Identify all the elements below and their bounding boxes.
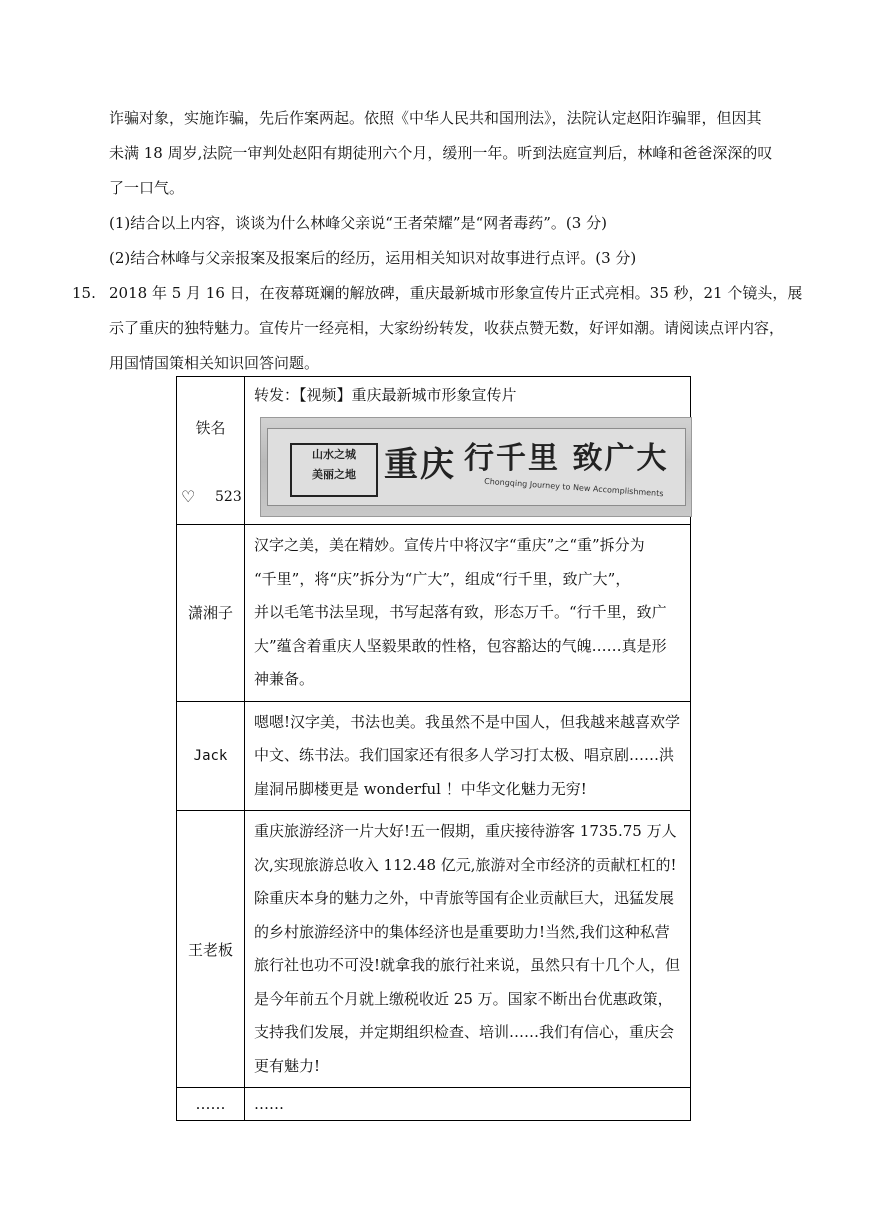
question-line: 示了重庆的独特魅力。宣传片一经亮相，大家纷纷转发，收获点赞无数，好评如潮。请阅读点评内容， <box>109 319 785 337</box>
paragraph-line: 未满 18 周岁,法院一审判处赵阳有期徒刑六个月，缓刑一年。听到法庭宣判后，林峰和爸爸深深的叹 <box>109 144 773 162</box>
paragraph-line: 诈骗对象，实施诈骗，先后作案两起。依照《中华人民共和国刑法》，法院认定赵阳诈骗罪，但因其 <box>109 109 762 127</box>
comment-cell: 汉字之美，美在精妙。宣传片中将汉字“重庆”之“重”拆分为 “千里”，将“庆”拆分为“广大”，组成“行千里，致广大”， 并以毛笔书法呈现，书写起落有致，形态万千。“行千里，致广 大”蕴含着重庆人坚毅果敢的性格，包容豁达的气魄……真是形 神兼备。 <box>245 525 691 702</box>
question-number: 15. <box>72 284 96 302</box>
comment-cell: …… <box>245 1088 691 1121</box>
commenter-name: Jack <box>177 701 245 811</box>
comments-table <box>176 376 691 1121</box>
promo-banner-image <box>260 417 692 517</box>
paragraph-line: 了一口气。 <box>109 179 185 197</box>
table-row <box>177 377 691 525</box>
repost-text: 转发：【视频】重庆最新城市形象宣传片 <box>254 386 517 404</box>
question-line: 2018 年 5 月 16 日，在夜幕斑斓的解放碑，重庆最新城市形象宣传片正式亮相。35 秒，21 个镜头，展 <box>109 284 803 302</box>
question-line: 用国情国策相关知识回答问题。 <box>109 354 320 372</box>
name-cell <box>177 377 245 525</box>
seal-stamp: 山水之城 美丽之地 <box>290 443 378 497</box>
comment-cell: 重庆旅游经济一片大好!五一假期，重庆接待游客 1735.75 万人 次,实现旅游总收入 112.48 亿元,旅游对全市经济的贡献杠杠的! 除重庆本身的魅力之外，中青旅等国有企业贡献巨大，迅猛发展 的乡村旅游经济中的集体经济也是重要助力!当然,我们这种私营 旅行社也功不可没!就拿我的旅行社来说，虽然只有十几个人，但 是今年前五个月就上缴税收近 25 万。国家不断出台优惠政策， 支持我们发展，并定期组织检查、培训……我们有信心，重庆会 更有魅力! <box>245 811 691 1088</box>
commenter-name: 潇湘子 <box>177 525 245 702</box>
comment-cell <box>245 377 691 525</box>
sub-question-1: (1)结合以上内容，谈谈为什么林峰父亲说“王者荣耀”是“网者毒药”。(3 分) <box>109 214 607 232</box>
table-row <box>177 1088 691 1121</box>
banner-subtitle: Chongqing Journey to New Accomplishments <box>483 476 664 499</box>
sub-question-2: (2)结合林峰与父亲报案及报案后的经历，运用相关知识对故事进行点评。(3 分) <box>109 249 637 267</box>
commenter-name: 王老板 <box>177 811 245 1088</box>
commenter-name: 铁名 <box>195 419 226 437</box>
comment-cell: 嗯嗯!汉字美，书法也美。我虽然不是中国人，但我越来越喜欢学 中文、练书法。我们国家还有很多人学习打太极、唱京剧……洪 崖洞吊脚楼更是 wonderful ！中华文化魅力无穷! <box>245 701 691 811</box>
heart-icon[interactable]: ♡ <box>181 487 196 506</box>
table-row <box>177 525 691 702</box>
like-count: 523 <box>215 489 242 505</box>
table-row <box>177 811 691 1088</box>
table-row <box>177 701 691 811</box>
calligraphy-chars-left: 重庆 <box>384 445 456 485</box>
calligraphy-chars-right: 行千里 致广大 <box>464 441 669 476</box>
commenter-name: …… <box>177 1088 245 1121</box>
